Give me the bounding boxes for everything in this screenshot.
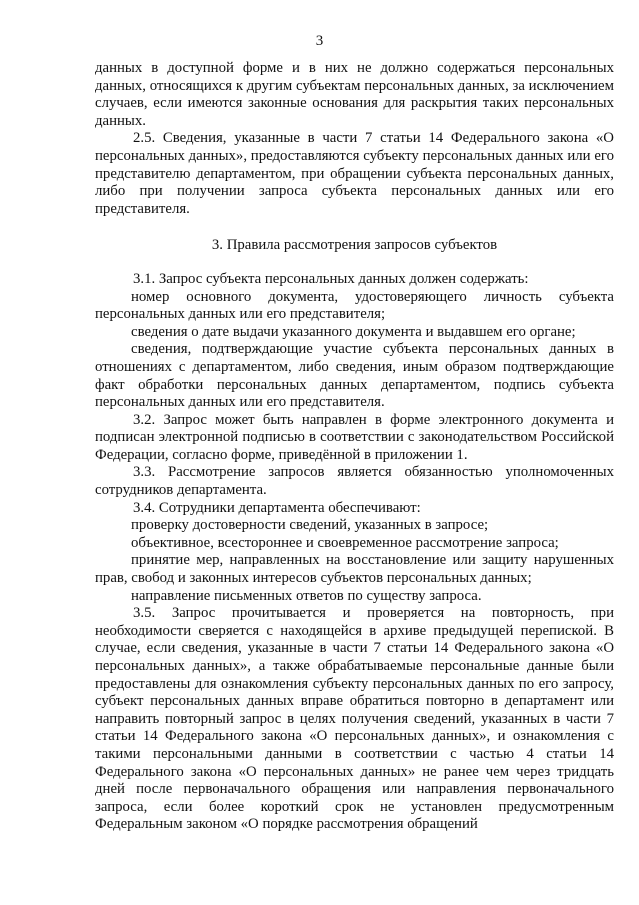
- paragraph-3-4-item-4: направление письменных ответов по существу запроса.: [131, 587, 482, 604]
- paragraph-3-5: 3.5. Запрос прочитывается и проверяется на повторность, при необходимости сверяется с находящейся в архиве предыдущей перепиской. В случае, если сведения, указанные в части 7 статьи 14 Федерального закона «О персональных данных», а также обрабатываемые персональные данные были предоставлены для ознакомления субъекту персональных данных по его запросу, субъект персональных данных вправе обратиться повторно в департамент или направить повторный запрос в целях получения сведений, указанных в части 7 статьи 14 Федерального закона «О персональных данных», и ознакомления с такими персональными данными в соответствии с частью 4 статьи 14 Федерального закона «О персональных данных» не ранее чем через тридцать дней после первоначального обращения или направления первоначального запроса, если более короткий срок не установлен предусмотренным Федеральным законом «О порядке рассмотрения обращений: [95, 605, 614, 833]
- paragraph-3-3: 3.3. Рассмотрение запросов является обязанностью уполномоченных сотрудников департамента.: [95, 464, 614, 499]
- paragraph-3-2: 3.2. Запрос может быть направлен в форме электронного документа и подписан электронной подписью в соответствии с законодательством Российской Федерации, согласно форме, приведённой в приложении 1.: [95, 411, 614, 463]
- paragraph-3-4-item-3: принятие мер, направленных на восстановление или защиту нарушенных прав, свобод и законных интересов субъектов персональных данных;: [95, 552, 614, 587]
- document-body: [95, 60, 614, 834]
- paragraph-3-1: 3.1. Запрос субъекта персональных данных должен содержать:: [133, 270, 529, 287]
- paragraph-3-4-item-2: объективное, всестороннее и своевременное рассмотрение запроса;: [131, 534, 559, 551]
- paragraph-3-1-item-1: номер основного документа, удостоверяющего личность субъекта персональных данных или его представителя;: [95, 288, 614, 323]
- paragraph-2-5: 2.5. Сведения, указанные в части 7 статьи 14 Федерального закона «О персональных данных», предоставляются субъекту персональных данных или его представителю департаментом, при обращении субъекта персональных данных, либо при получении запроса субъекта персональных данных или его представителя.: [95, 130, 614, 217]
- paragraph-3-1-item-3: сведения, подтверждающие участие субъекта персональных данных в отношениях с департаментом, либо сведения, иным образом подтверждающие факт обработки персональных данных департаментом, подпись субъекта персональных данных или его представителя.: [95, 341, 614, 411]
- paragraph-3-4: 3.4. Сотрудники департамента обеспечивают:: [133, 499, 421, 516]
- paragraph-3-1-item-2: сведения о дате выдачи указанного документа и выдавшем его органе;: [131, 323, 576, 340]
- paragraph-3-4-item-1: проверку достоверности сведений, указанных в запросе;: [131, 517, 489, 534]
- paragraph-continuation: данных в доступной форме и в них не должно содержаться персональных данных, относящихся к другим субъектам персональных данных, за исключением случаев, если имеются законные основания для раскрытия таких персональных данных.: [95, 60, 614, 129]
- section-3-heading: 3. Правила рассмотрения запросов субъектов: [211, 237, 498, 254]
- page-number: 3: [315, 33, 324, 49]
